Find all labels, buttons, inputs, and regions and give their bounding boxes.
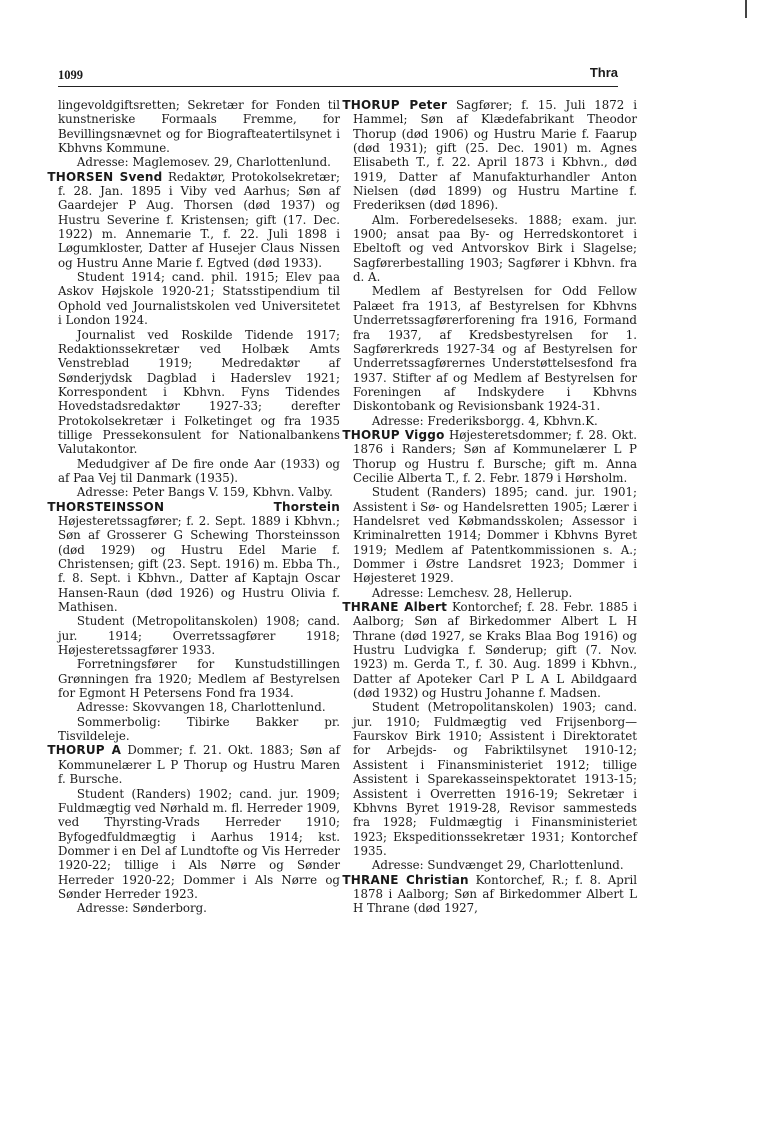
running-head: Thra (589, 65, 618, 80)
entry-paragraph (353, 284, 637, 413)
entry-text: Student (Randers) 1895; cand. jur. 1901; Assistent i Sø- og Handelsretten 1905; Lærer i Handelsret ved Købmandsskolen; Assessor i Kriminalretten 1914; Dommer i Kbhvns Byret 1919; Medlem af Patentkommissionen s. A.; Dommer i Østre Landsret 1923; Dommer i Højesteret 1929. (353, 485, 637, 586)
entry-text: Kontorchef; f. 28. Febr. 1885 i Aalborg; Søn af Birkedommer Albert L H Thrane (død 1927, se Kraks Blaa Bog 1916) og Hustru Ludvigka f. Sønderup; gift (7. Nov. 1923) m. Gerda T., f. 30. Aug. 1899 i Kbhvn., Datter af Apoteker Carl P L A L Abildgaard (død 1932) og Hustru Johanne f. Madsen. (353, 600, 638, 701)
biography-entry (342, 600, 638, 873)
entry-text: Adresse: Frederiksborgg. 4, Kbhvn.K. (371, 413, 598, 428)
entry-text: Sommerbolig: Tibirke Bakker pr. Tisvildeleje. (58, 714, 340, 744)
entry-text: Adresse: Sønderborg. (76, 901, 207, 916)
entry-lead-paragraph (47, 743, 340, 786)
biography-entry (342, 872, 637, 916)
scan-edge-mark (745, 0, 747, 18)
entry-paragraph (353, 414, 637, 428)
entry-lead-paragraph (342, 428, 637, 485)
entry-name: THORSTEINSSON Thorstein (47, 499, 340, 514)
entry-name: THORUP Viggo (342, 427, 445, 442)
entry-paragraph (353, 485, 637, 585)
entry-text: Adresse: Peter Bangs V. 159, Kbhvn. Valby. (76, 485, 333, 500)
entry-paragraph (58, 715, 340, 744)
entry-name: THORUP Peter (342, 98, 448, 112)
entry-text: Journalist ved Roskilde Tidende 1917; Redaktionssekretær ved Holbæk Amts Venstreblad 1919; Medredaktør af Sønderjydsk Dagblad i Haderslev 1921; Korrespondent i Kbhvn. Fyns Tidendes Hovedstadsredaktør 1927-33; derefter Protokolsekretær i Folketinget og fra 1935 tillige Pressekonsulent for Nationalbankens Valutakontor. (58, 327, 340, 457)
entry-lead-paragraph (47, 98, 340, 155)
entry-text: Student 1914; cand. phil. 1915; Elev paa Askov Højskole 1920-21; Statsstipendium til Ophold ved Journalistskolen ved Universitetet i London 1924. (58, 270, 340, 328)
entry-paragraph (58, 614, 340, 657)
entry-paragraph (58, 270, 340, 327)
entry-text: Student (Metropolitanskolen) 1903; cand. jur. 1910; Fuldmægtig ved Frijsenborg—Faurskov Birk 1910; Assistent i Direktoratet for Arbejds- og Fabriktilsynet 1910-12; Assistent i Finansministeriet 1912; tillige Assistent i Sparekasseinspektoratet 1913-15; Assistent i Overretten 1916-19; Sekretær i Kbhvns Byret 1919-28, Revisor sammesteds fra 1928; Fuldmægtig i Finansministeriet 1923; Ekspeditionssekretær 1931; Kontorchef 1935. (353, 700, 637, 858)
entry-text: Medlem af Bestyrelsen for Odd Fellow Palæet fra 1913, af Bestyrelsen for Kbhvns Underretssagførerforening fra 1916, Formand fra 1937, af Kredsbestyrelsen for 1. Sagførerkreds 1927-34 og af Bestyrelsen for Underretssagførernes Understøttelsesfond fra 1937. Stifter af og Medlem af Bestyrelsen for Foreningen af Indskydere i Kbhvns Diskontobank og Revisionsbank 1924-31. (353, 284, 637, 414)
page-number: 1099 (58, 68, 83, 82)
entry-text: Student (Randers) 1902; cand. jur. 1909; Fuldmægtig ved Nørhald m. fl. Herreder 1909, ved Thyrsting-Vrads Herreder 1910; Byfogedfuldmægtig i Aarhus 1914; kst. Dommer i en Del af Lundtofte og Vis Herreder 1920-22; tillige i Als Nørre og Sønder Herreder 1920-22; Dommer i Als Nørre og Sønder Herreder 1923. (58, 786, 340, 901)
entry-text: Højesteretssagfører; f. 2. Sept. 1889 i Kbhvn.; Søn af Grosserer G Schewing Thorsteinsson (død 1929) og Hustru Edel Marie f. Christensen; gift (23. Sept. 1916) m. Ebba Th., f. 8. Sept. i Kbhvn., Datter af Kaptajn Oscar Hansen-Raun (død 1926) og Hustru Olivia f. Mathisen. (58, 513, 340, 615)
entry-text: Adresse: Sundvænget 29, Charlottenlund. (371, 858, 624, 873)
entry-text: Medudgiver af De fire onde Aar (1933) og af Paa Vej til Danmark (1935). (58, 456, 340, 485)
entry-paragraph (58, 657, 340, 700)
entry-text: Dommer; f. 21. Okt. 1883; Søn af Kommunelærer L P Thorup og Hustru Maren f. Bursche. (58, 743, 340, 787)
entry-paragraph (353, 858, 637, 872)
entry-paragraph (58, 901, 340, 915)
entry-name: THRANE Albert (342, 600, 448, 615)
entry-text: Adresse: Maglemosev. 29, Charlottenlund. (76, 155, 331, 170)
entry-text: lingevoldgiftsretten; Sekretær for Fonden til kunstneriske Formaals Fremme, for Bevillingsnævnet og for Biografteatertilsynet i Kbhvns Kommune. (58, 98, 340, 156)
entry-name: THORSEN Svend (47, 169, 163, 184)
entry-lead-paragraph (342, 600, 637, 700)
entry-text: Student (Metropolitanskolen) 1908; cand. jur. 1914; Overretssagfører 1918; Højesteretssagfører 1933. (58, 614, 340, 658)
entry-paragraph (58, 485, 340, 499)
entry-text: Adresse: Lemchesv. 28, Hellerup. (371, 585, 573, 600)
entry-text: Sagfører; f. 15. Juli 1872 i Hammel; Søn af Klædefabrikant Theodor Thorup (død 1906) og Hustru Marie f. Faarup (død 1931); gift (25. Dec. 1901) m. Agnes Elisabeth T., f. 22. April 1873 i Kbhvn., død 1919, Datter af Manufakturhandler Anton Nielsen (død 1899) og Hustru Martine f. Frederiksen (død 1896). (353, 98, 637, 213)
entry-lead-paragraph (47, 500, 340, 615)
biography-entry (47, 169, 340, 500)
entry-text: Forretningsfører for Kunstudstillingen Grønningen fra 1920; Medlem af Bestyrelsen for Egmont H Petersens Fond fra 1934. (58, 657, 340, 701)
entry-paragraph (353, 213, 637, 285)
entry-text: Kontorchef, R.; f. 8. April 1878 i Aalborg; Søn af Birkedommer Albert L H Thrane (død 1927, (353, 872, 637, 916)
entry-paragraph (58, 155, 340, 169)
entry-text: Adresse: Skovvangen 18, Charlottenlund. (76, 700, 326, 715)
entry-paragraph (58, 457, 340, 486)
entry-text: Højesteretsdommer; f. 28. Okt. 1876 i Randers; Søn af Kommunelærer L P Thorup og Hustru f. Bursche; gift m. Anna Cecilie Alberta T., f. 2. Febr. 1879 i Hørsholm. (353, 427, 637, 485)
biography-entry (342, 98, 637, 428)
entry-paragraph (58, 700, 340, 714)
entry-lead-paragraph (47, 170, 340, 270)
right-column (342, 98, 638, 1121)
entry-text: Redaktør, Protokolsekretær; f. 28. Jan. 1895 i Viby ved Aarhus; Søn af Gaardejer P Aug. Thorsen (død 1937) og Hustru Severine f. Kristensen; gift (17. Dec. 1922) m. Annemarie T., f. 22. Juli 1898 i Løgumkloster, Datter af Husejer Claus Nissen og Hustru Anne Marie f. Egtved (død 1933). (58, 169, 340, 270)
page-header (58, 65, 618, 86)
biography-entry (58, 98, 340, 170)
entry-name: THORUP A (47, 743, 122, 758)
entry-paragraph (58, 787, 340, 902)
entry-paragraph (353, 700, 637, 858)
entry-name: THRANE Christian (342, 872, 469, 887)
entry-text: Alm. Forberedelseseks. 1888; exam. jur. 1900; ansat paa By- og Herredskontoret i Ebeltoft og ved Antvorskov Birk i Slagelse; Sagførerbestalling 1903; Sagfører i Kbhvn. fra d. A. (353, 212, 637, 285)
entry-lead-paragraph (342, 873, 637, 916)
header-rule (58, 86, 618, 87)
biography-entry (47, 499, 340, 744)
biography-entry (47, 743, 340, 916)
entry-lead-paragraph (342, 98, 637, 213)
entry-paragraph (353, 586, 637, 600)
biography-entry (342, 427, 637, 600)
entry-paragraph (58, 328, 340, 457)
left-column (47, 98, 340, 1121)
